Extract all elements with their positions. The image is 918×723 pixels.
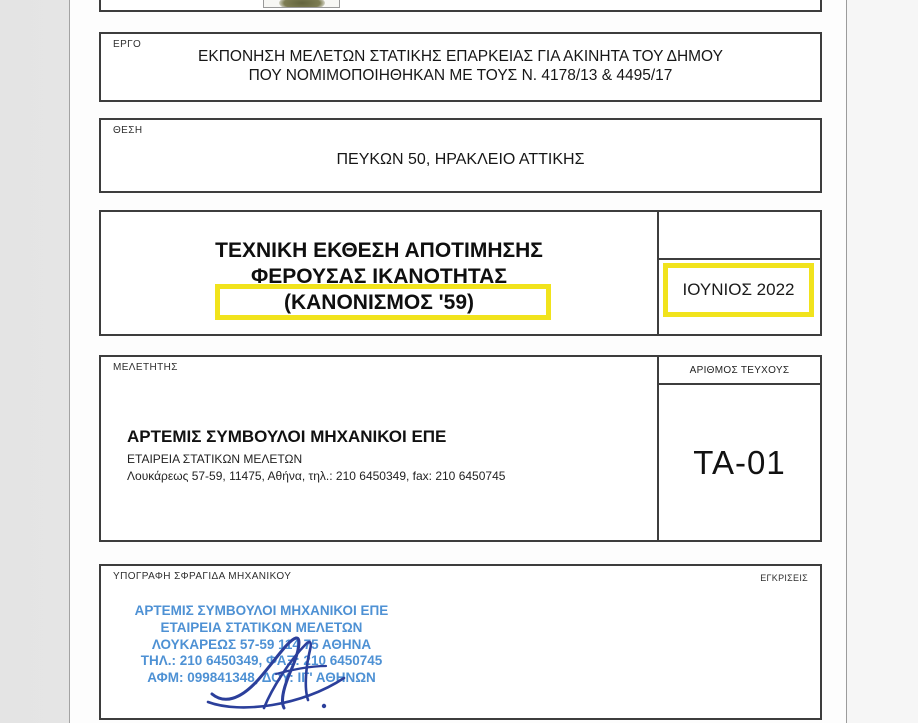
volume-label: ΑΡΙΘΜΟΣ ΤΕΥΧΟΥΣ <box>659 357 820 385</box>
title-line-1: ΤΕΧΝΙΚΗ ΕΚΘΕΣΗ ΑΠΟΤΙΜΗΣΗΣ <box>215 239 543 262</box>
designer-cell <box>101 357 659 540</box>
project-line-1: ΕΚΠΟΝΗΣΗ ΜΕΛΕΤΩΝ ΣΤΑΤΙΚΗΣ ΕΠΑΡΚΕΙΑΣ ΓΙΑ ΑΚΙΝΗΤΑ ΤΟΥ ΔΗΜΟΥ <box>198 48 723 65</box>
volume-number: ΤΑ-01 <box>693 443 786 481</box>
signature-label: ΥΠΟΓΡΑΦΗ ΣΦΡΑΓΙΔΑ ΜΗΧΑΝΙΚΟΥ <box>113 571 292 582</box>
issue-date: ΙΟΥΝΙΟΣ 2022 <box>682 280 795 299</box>
municipal-emblem-icon <box>279 0 325 8</box>
title-line-2: ΦΕΡΟΥΣΑΣ ΙΚΑΝΟΤΗΤΑΣ <box>251 265 507 288</box>
designer-label: ΜΕΛΕΤΗΤΗΣ <box>113 362 178 373</box>
designer-box <box>99 355 822 542</box>
stamp-line-4: ΤΗΛ.: 210 6450349, ΦΑΞ: 210 6450745 <box>140 653 383 669</box>
stamp-line-2: ΕΤΑΙΡΕΙΑ ΣΤΑΤΙΚΩΝ ΜΕΛΕΤΩΝ <box>160 619 363 635</box>
approvals-label: ΕΓΚΡΙΣΕΙΣ <box>760 573 808 583</box>
title-box <box>99 210 822 336</box>
project-line-2: ΠΟΥ ΝΟΜΙΜΟΠΟΙΗΘΗΚΑΝ ΜΕ ΤΟΥΣ Ν. 4178/13 & 4495/17 <box>248 67 673 84</box>
designer-company: ΑΡΤΕΜΙΣ ΣΥΜΒΟΥΛΟΙ ΜΗΧΑΝΙΚΟΙ ΕΠΕ <box>127 427 447 446</box>
stamp-line-1: ΑΡΤΕΜΙΣ ΣΥΜΒΟΥΛΟΙ ΜΗΧΑΝΙΚΟΙ ΕΠΕ <box>134 603 389 618</box>
document-sheet <box>69 0 847 723</box>
date-cell <box>659 212 820 334</box>
stamp-line-3: ΛΟΥΚΑΡΕΩΣ 57-59 114 75 ΑΘΗΝΑ <box>151 636 372 652</box>
emblem-frame <box>263 0 340 8</box>
report-title <box>101 238 657 316</box>
project-text <box>101 47 820 85</box>
title-line-3: (ΚΑΝΟΝΙΣΜΟΣ '59) <box>283 291 475 314</box>
designer-subtitle: ΕΤΑΙΡΕΙΑ ΣΤΑΤΙΚΩΝ ΜΕΛΕΤΩΝ <box>127 452 303 466</box>
stamp-line-5: ΑΦΜ: 099841348, ΔΟΥ: ΙΓ' ΑΘΗΝΩΝ <box>147 670 376 686</box>
date-cell-divider <box>659 258 820 260</box>
location-value: ΠΕΥΚΩΝ 50, ΗΡΑΚΛΕΙΟ ΑΤΤΙΚΗΣ <box>336 151 585 168</box>
handwritten-signature <box>206 630 351 718</box>
date-highlight <box>663 263 814 317</box>
location-box <box>99 118 822 193</box>
volume-cell <box>659 357 820 540</box>
project-box <box>99 32 822 102</box>
project-label: ΕΡΓΟ <box>113 39 142 50</box>
location-label: ΘΕΣΗ <box>113 125 143 136</box>
designer-details <box>127 427 505 483</box>
title-cell <box>101 212 659 334</box>
designer-address: Λουκάρεως 57-59, 11475, Αθήνα, τηλ.: 210 6450349, fax: 210 6450745 <box>127 469 506 483</box>
signature-box <box>99 564 822 720</box>
header-box <box>99 0 822 12</box>
